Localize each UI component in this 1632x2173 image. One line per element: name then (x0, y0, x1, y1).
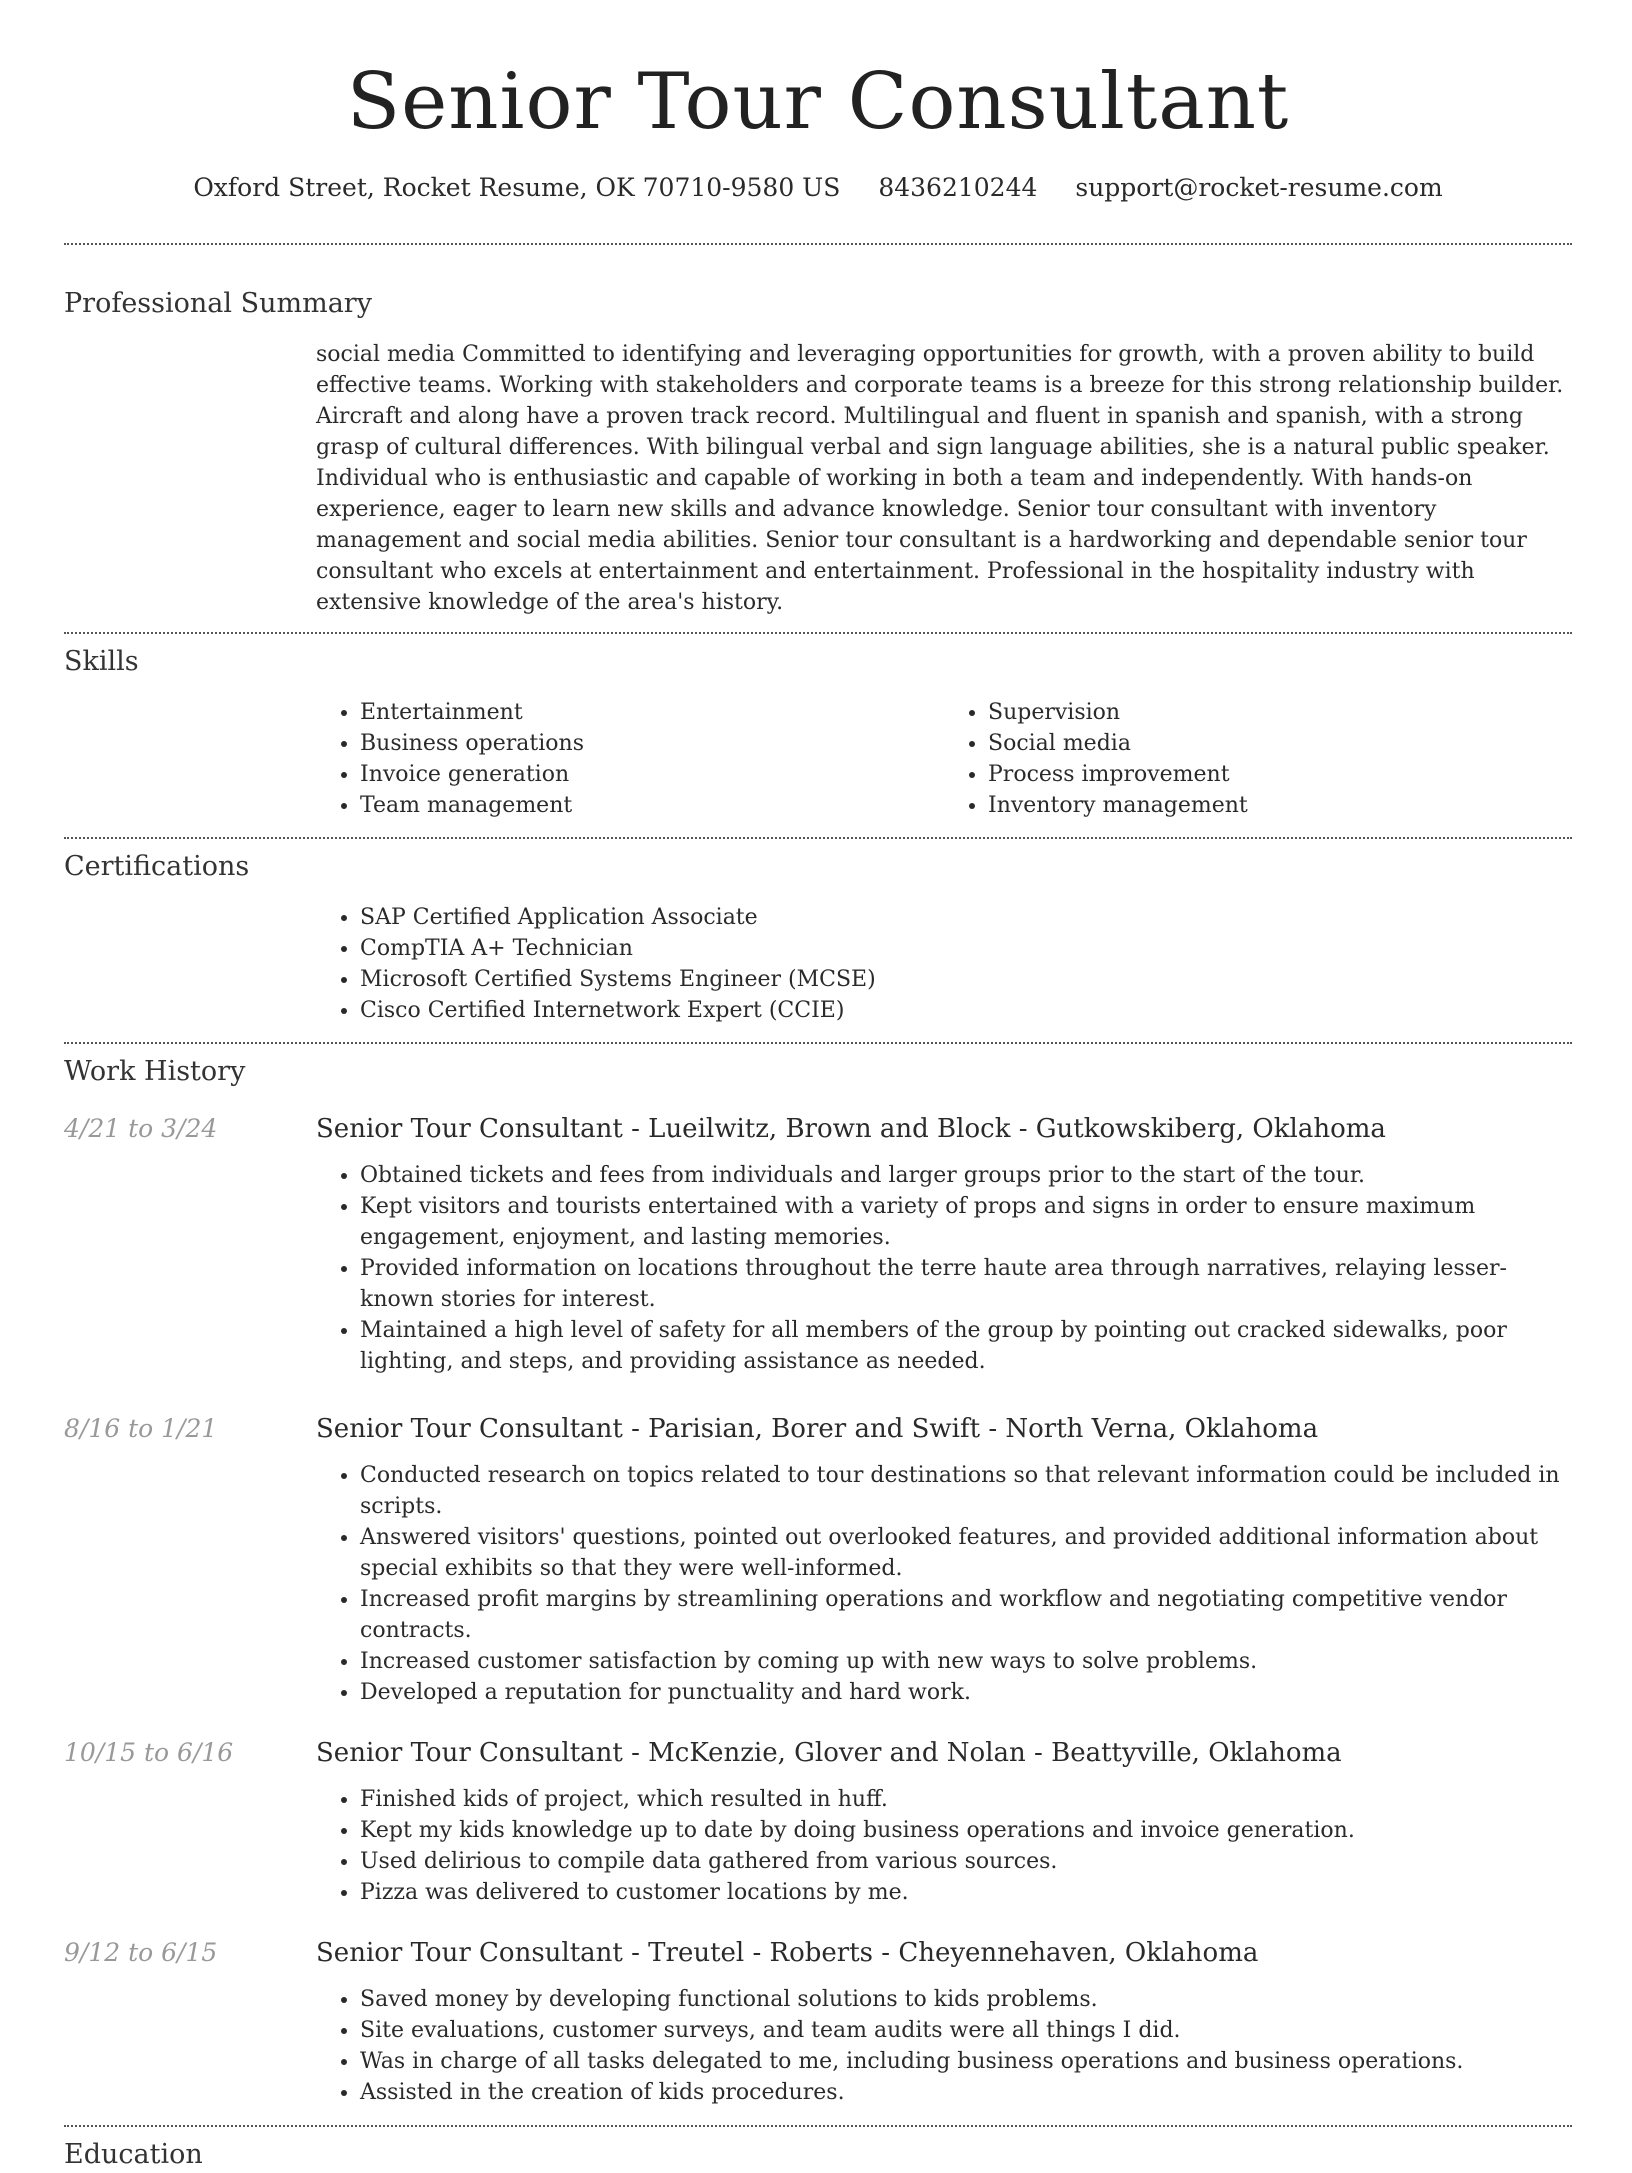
job-dates: 9/12 to 6/15 (64, 1938, 218, 1967)
job-bullet: • Developed a reputation for punctuality and hard work. (360, 1677, 1572, 1708)
certification-item: • Cisco Certified Internetwork Expert (CCIE) (360, 995, 1572, 1026)
job-bullets (316, 1784, 1572, 1908)
job-bullet: • Obtained tickets and fees from individuals and larger groups prior to the start of the tour. (360, 1160, 1572, 1191)
contact-line (64, 171, 1572, 205)
resume-name: Senior Tour Consultant (346, 57, 1290, 147)
resume-page (64, 0, 1572, 2173)
job-bullets (316, 1460, 1572, 1708)
job-bullet: • Pizza was delivered to customer locations by me. (360, 1877, 1572, 1908)
job-entry (64, 1112, 1572, 1377)
certification-item: • CompTIA A+ Technician (360, 933, 1572, 964)
section-divider (64, 837, 1572, 839)
certifications-section (64, 849, 1572, 1026)
skill-item: • Social media (988, 728, 1572, 759)
section-divider (64, 1042, 1572, 1044)
skills-heading: Skills (64, 646, 139, 677)
job-dates: 10/15 to 6/16 (64, 1738, 234, 1767)
job-title: Senior Tour Consultant - Lueilwitz, Brown and Block - Gutkowskiberg, Oklahoma (316, 1114, 1386, 1144)
job-bullet: • Assisted in the creation of kids procedures. (360, 2077, 1572, 2108)
job-entry (64, 1412, 1572, 1708)
skill-item: • Inventory management (988, 790, 1572, 821)
work-history-heading: Work History (64, 1056, 246, 1087)
work-history-section (64, 1054, 1572, 2108)
skills-column-right (944, 697, 1572, 821)
job-title: Senior Tour Consultant - Treutel - Roberts - Cheyennehaven, Oklahoma (316, 1938, 1259, 1968)
job-bullet: • Saved money by developing functional solutions to kids problems. (360, 1984, 1572, 2015)
skill-item: • Process improvement (988, 759, 1572, 790)
education-section (64, 2137, 1572, 2173)
skill-item: • Supervision (988, 697, 1572, 728)
summary-text: social media Committed to identifying and leveraging opportunities for growth, with a proven ability to build effective teams. Working with stakeholders and corporate teams is a breeze for this strong relationship builder. Aircraft and along have a proven track record. Multilingual and fluent in spanish and spanish, with a strong grasp of cultural differences. With bilingual verbal and sign language abilities, she is a natural public speaker. Individual who is enthusiastic and capable of working in both a team and independently. With hands-on experience, eager to learn new skills and advance knowledge. Senior tour consultant with inventory management and social media abilities. Senior tour consultant is a hardworking and dependable senior tour consultant who excels at entertainment and entertainment. Professional in the hospitality industry with extensive knowledge of the area's history. (316, 342, 1564, 615)
contact-address: Oxford Street, Rocket Resume, OK 70710-9580 US (193, 173, 841, 202)
job-dates: 8/16 to 1/21 (64, 1414, 218, 1443)
job-dates: 4/21 to 3/24 (64, 1114, 218, 1143)
job-bullet: • Conducted research on topics related to tour destinations so that relevant information could be included in scripts. (360, 1460, 1572, 1522)
skills-column-left (316, 697, 944, 821)
skill-item: • Team management (360, 790, 944, 821)
job-bullet: • Increased profit margins by streamlining operations and workflow and negotiating competitive vendor contracts. (360, 1584, 1572, 1646)
job-bullet: • Kept my kids knowledge up to date by doing business operations and invoice generation. (360, 1815, 1572, 1846)
summary-section (64, 286, 1572, 618)
summary-heading: Professional Summary (64, 288, 372, 319)
job-bullet: • Increased customer satisfaction by coming up with new ways to solve problems. (360, 1646, 1572, 1677)
certification-item: • Microsoft Certified Systems Engineer (MCSE) (360, 964, 1572, 995)
job-bullet: • Site evaluations, customer surveys, and team audits were all things I did. (360, 2015, 1572, 2046)
education-heading: Education (64, 2139, 203, 2170)
job-bullet: • Used delirious to compile data gathered from various sources. (360, 1846, 1572, 1877)
section-divider (64, 632, 1572, 634)
skill-item: • Business operations (360, 728, 944, 759)
skills-section (64, 644, 1572, 821)
skill-item: • Invoice generation (360, 759, 944, 790)
section-divider (64, 2125, 1572, 2127)
job-title: Senior Tour Consultant - Parisian, Borer and Swift - North Verna, Oklahoma (316, 1414, 1319, 1444)
job-bullets (316, 1984, 1572, 2108)
job-bullet: • Finished kids of project, which resulted in huff. (360, 1784, 1572, 1815)
certifications-heading: Certifications (64, 851, 250, 882)
job-bullet: • Was in charge of all tasks delegated to me, including business operations and business operations. (360, 2046, 1572, 2077)
contact-email: support@rocket-resume.com (1075, 173, 1443, 202)
skills-list (316, 697, 1572, 821)
certifications-list (316, 902, 1572, 1026)
contact-phone: 8436210244 (878, 173, 1038, 202)
job-bullets (316, 1160, 1572, 1377)
job-bullet: • Kept visitors and tourists entertained with a variety of props and signs in order to ensure maximum engagement, enjoyment, and lasting memories. (360, 1191, 1572, 1253)
section-divider (64, 243, 1572, 245)
certification-item: • SAP Certified Application Associate (360, 902, 1572, 933)
job-entry (64, 1736, 1572, 1908)
job-bullet: • Maintained a high level of safety for all members of the group by pointing out cracked sidewalks, poor lighting, and steps, and providing assistance as needed. (360, 1315, 1572, 1377)
job-bullet: • Answered visitors' questions, pointed out overlooked features, and provided additional information about special exhibits so that they were well-informed. (360, 1522, 1572, 1584)
job-title: Senior Tour Consultant - McKenzie, Glover and Nolan - Beattyville, Oklahoma (316, 1738, 1342, 1768)
job-bullet: • Provided information on locations throughout the terre haute area through narratives, relaying lesser-known stories for interest. (360, 1253, 1572, 1315)
skill-item: • Entertainment (360, 697, 944, 728)
job-entry (64, 1936, 1572, 2108)
